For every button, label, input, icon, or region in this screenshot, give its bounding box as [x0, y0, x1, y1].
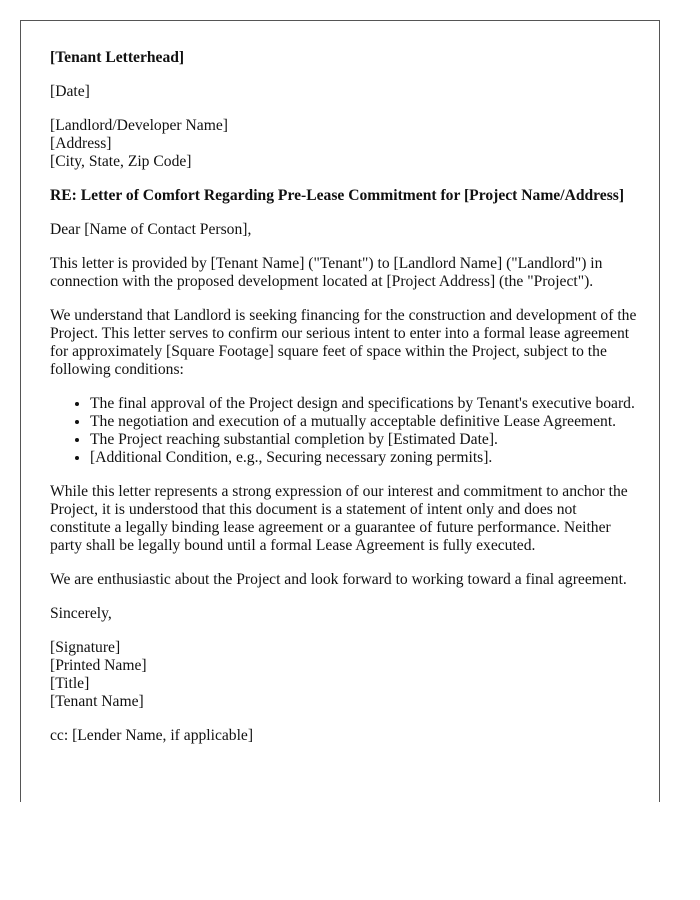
signature-block	[50, 639, 640, 711]
document-frame	[20, 20, 660, 802]
list-item: • The negotiation and execution of a mutually acceptable definitive Lease Agreement.	[90, 413, 640, 431]
title: [Title]	[50, 675, 90, 692]
paragraph-intro: This letter is provided by [Tenant Name] ("Tenant") to [Landlord Name] ("Landlord") in connection with the proposed development located at [Project Address] (the "Project").	[50, 255, 603, 290]
letter-body	[50, 49, 640, 761]
recipient-city: [City, State, Zip Code]	[50, 153, 192, 170]
printed-name: [Printed Name]	[50, 657, 147, 674]
conditions-list	[50, 395, 640, 467]
list-item: • The Project reaching substantial completion by [Estimated Date].	[90, 431, 640, 449]
recipient-name: [Landlord/Developer Name]	[50, 117, 228, 134]
tenant-name: [Tenant Name]	[50, 693, 144, 710]
subject-line: RE: Letter of Comfort Regarding Pre-Lease Commitment for [Project Name/Address]	[50, 187, 625, 204]
paragraph-intent: We understand that Landlord is seeking financing for the construction and development of the Project. This letter serves to confirm our serious intent to enter into a formal lease agreement for approximately [Square Footage] square feet of space within the Project, subject to the following conditions:	[50, 307, 637, 378]
list-item: • The final approval of the Project design and specifications by Tenant's executive board.	[90, 395, 640, 413]
signature: [Signature]	[50, 639, 121, 656]
date: [Date]	[50, 83, 90, 100]
cc-line: cc: [Lender Name, if applicable]	[50, 727, 254, 744]
closing: Sincerely,	[50, 605, 112, 622]
letterhead: [Tenant Letterhead]	[50, 49, 185, 66]
list-item: • [Additional Condition, e.g., Securing necessary zoning permits].	[90, 449, 640, 467]
paragraph-disclaimer: While this letter represents a strong expression of our interest and commitment to anchor the Project, it is understood that this document is a statement of intent only and does not constitute a legally binding lease agreement or a guarantee of future performance. Neither party shall be legally bound until a formal Lease Agreement is fully executed.	[50, 483, 628, 554]
recipient-address	[50, 117, 640, 171]
recipient-street: [Address]	[50, 135, 112, 152]
paragraph-closing: We are enthusiastic about the Project and look forward to working toward a final agreement.	[50, 571, 627, 588]
salutation: Dear [Name of Contact Person],	[50, 221, 252, 238]
